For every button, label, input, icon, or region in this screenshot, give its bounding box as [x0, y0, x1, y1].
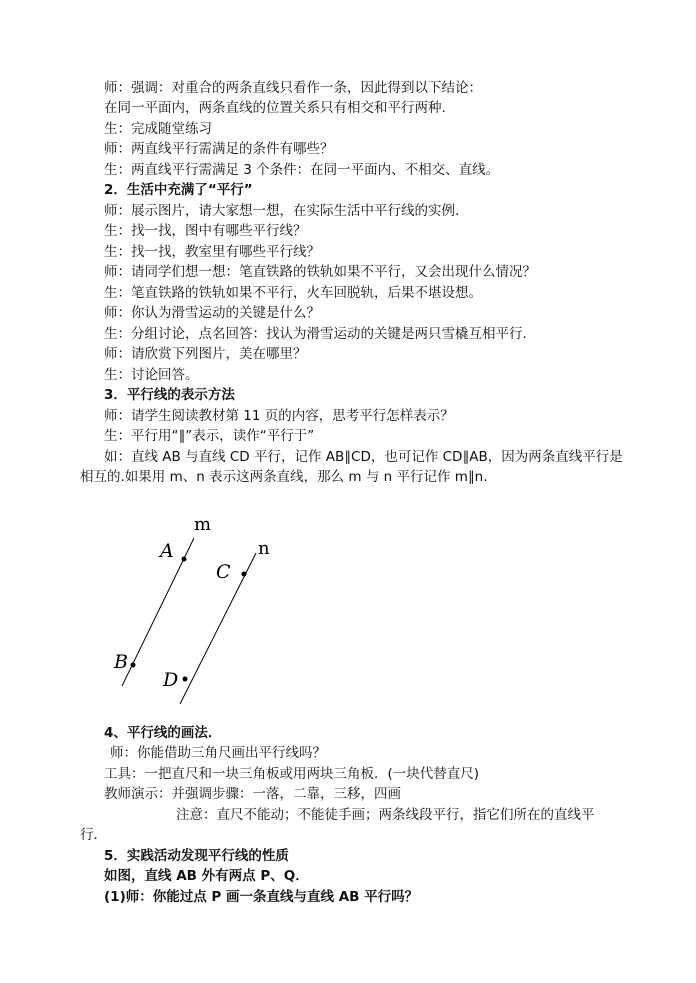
text-line-28: 如图，直线 AB 外有两点 P、Q． [104, 868, 309, 884]
text-line-29: (1)师：你能过点 P 画一条直线与直线 AB 平行吗？ [104, 889, 419, 905]
text-line-15: 生：讨论回答。 [104, 367, 199, 383]
text-line-19: 如：直线 AB 与直线 CD 平行，记作 AB∥CD，也可记作 CD∥AB，因为两条直线平行是 [104, 449, 623, 465]
line-m-label: m [194, 514, 212, 535]
point-d-dot [183, 677, 188, 682]
text-line-5: 生：两直线平行需满足 3 个条件：在同一平面内、不相交、直线。 [104, 162, 500, 178]
point-c-label: C [216, 561, 231, 583]
point-b-label: B [114, 651, 128, 673]
text-line-25: 注意：直尺不能动；不能徒手画；两条线段平行，指它们所在的直线平 [176, 807, 595, 823]
text-line-13: 生：分组讨论，点名回答：找认为滑雪运动的关键是两只雪橇互相平行. [104, 326, 527, 342]
section-heading-5: 5．实践活动发现平行线的性质 [104, 848, 289, 864]
text-line-14: 师：请欣赏下列图片，美在哪里？ [104, 346, 307, 362]
section-heading-3: 3．平行线的表示方法 [104, 387, 235, 403]
parallel-lines-diagram [100, 508, 320, 708]
text-line-10: 师：请同学们想一想：笔直铁路的铁轨如果不平行，又会出现什么情况？ [104, 264, 536, 280]
text-line-22: 师：你能借助三角尺画出平行线吗？ [110, 745, 326, 761]
point-d-label: D [163, 669, 179, 691]
text-line-12: 师：你认为滑雪运动的关键是什么？ [104, 305, 320, 321]
point-c-dot [242, 572, 247, 577]
text-line-24: 教师演示：并强调步骤：一落，二靠，三移，四画 [104, 786, 401, 802]
text-line-7: 师：展示图片，请大家想一想，在实际生活中平行线的实例. [104, 203, 460, 219]
line-n-label: n [258, 538, 270, 559]
point-b-dot [131, 663, 136, 668]
text-line-26: 行． [80, 827, 107, 843]
section-heading-4: 4、平行线的画法． [104, 725, 222, 741]
point-a-dot [182, 557, 187, 562]
text-line-20: 相互的.如果用 m、n 表示这两条直线，那么 m 与 n 平行记作 m∥n. [80, 469, 488, 485]
text-line-4: 师：两直线平行需满足的条件有哪些？ [104, 141, 334, 157]
section-heading-2: 2．生活中充满了“平行” [104, 182, 253, 198]
text-line-18: 生：平行用“∥”表示，读作“平行于” [104, 428, 315, 444]
text-line-9: 生：找一找，教室里有哪些平行线？ [104, 244, 320, 260]
text-line-23: 工具：一把直尺和一块三角板或用两块三角板．(一块代替直尺) [104, 766, 480, 782]
text-line-17: 师：请学生阅读教材第 11 页的内容，思考平行怎样表示？ [104, 408, 454, 424]
text-line-2: 在同一平面内，两条直线的位置关系只有相交和平行两种. [104, 100, 446, 116]
text-line-11: 生：笔直铁路的铁轨如果不平行，火车回脱轨，后果不堪设想。 [104, 285, 482, 301]
text-line-1: 师：强调：对重合的两条直线只看作一条，因此得到以下结论： [104, 80, 482, 96]
text-line-8: 生：找一找，图中有哪些平行线？ [104, 223, 307, 239]
point-a-label: A [160, 540, 174, 562]
text-line-3: 生：完成随堂练习 [104, 121, 212, 137]
